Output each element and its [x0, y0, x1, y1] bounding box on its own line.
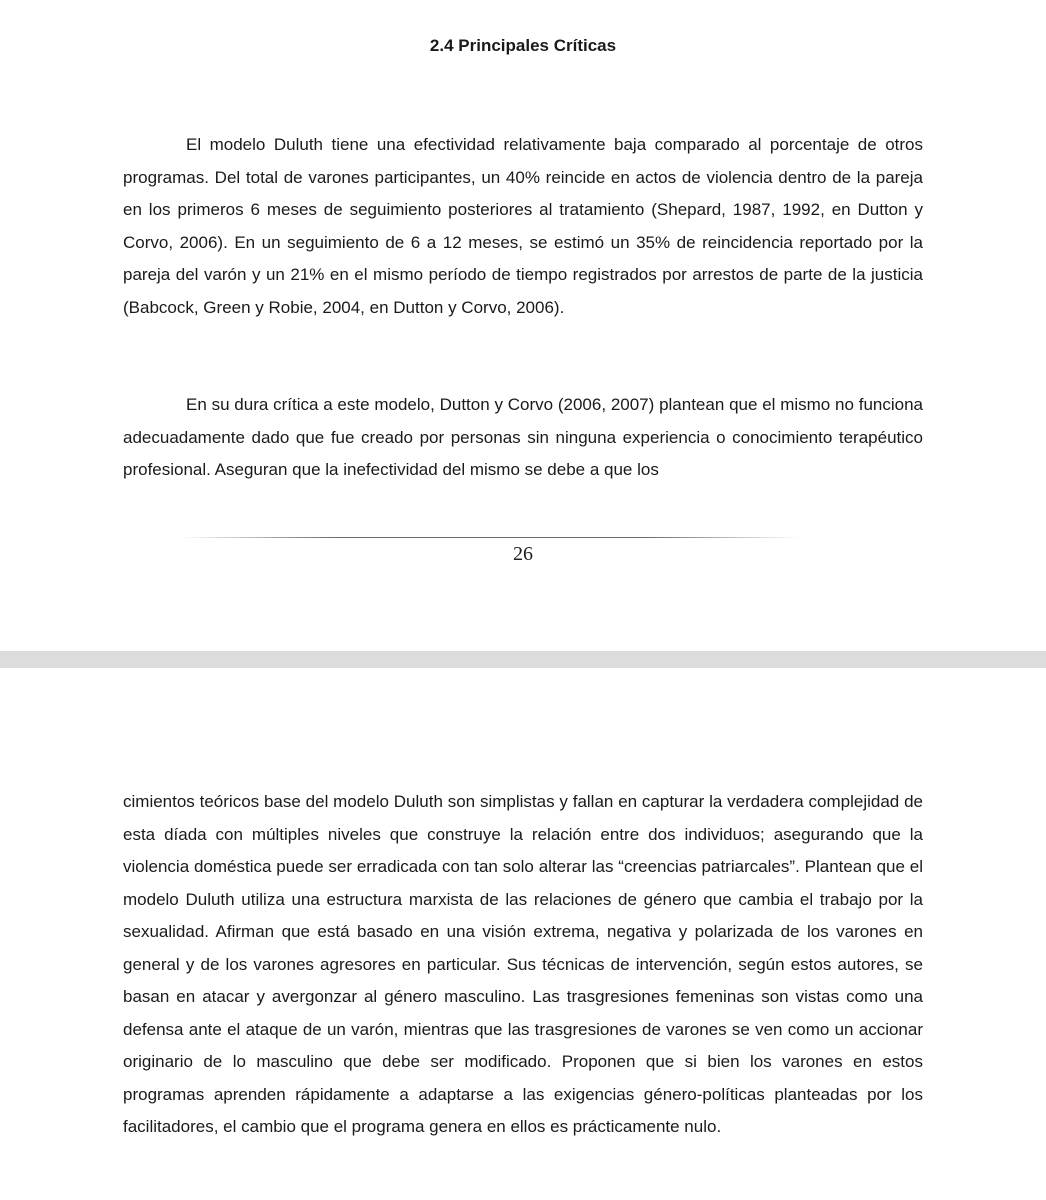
paragraph-continuation: cimientos teóricos base del modelo Duluth son simplistas y fallan en capturar la verdadera complejidad de esta díada con múltiples niveles que construye la relación entre dos individuos; asegurando que la violencia doméstica puede ser erradicada con tan solo alterar las “creencias patriarcales”. Plantean que el modelo Duluth utiliza una estructura marxista de las relaciones de género que cambia el trabajo por la sexualidad. Afirman que está basado en una visión extrema, negativa y polarizada de los varones en general y de los varones agresores en particular. Sus técnicas de intervención, según estos autores, se basan en atacar y avergonzar al género masculino. Las trasgresiones femeninas son vistas como una defensa ante el ataque de un varón, mientras que las trasgresiones de varones se ven como un accionar originario de lo masculino que debe ser modificado. Proponen que si bien los varones en estos programas aprenden rápidamente a adaptarse a las exigencias género-políticas planteadas por los facilitadores, el cambio que el programa genera en ellos es prácticamente nulo. [123, 792, 923, 1136]
page-number: 26 [513, 543, 533, 565]
section-title: 2.4 Principales Críticas [429, 36, 617, 55]
footer-divider [180, 537, 800, 538]
paragraph-effectiveness: El modelo Duluth tiene una efectividad relativamente baja comparado al porcentaje de otros programas. Del total de varones participantes, un 40% reincide en actos de violencia dentro de la pareja en los primeros 6 meses de seguimiento posteriores al tratamiento (Shepard, 1987, 1992, en Dutton y Corvo, 2006). En un seguimiento de 6 a 12 meses, se estimó un 35% de reincidencia reportado por la pareja del varón y un 21% en el mismo período de tiempo registrados por arrestos de parte de la justicia (Babcock, Green y Robie, 2004, en Dutton y Corvo, 2006). [123, 135, 923, 317]
page-separator [0, 651, 1046, 668]
paragraph-critique: En su dura crítica a este modelo, Dutton y Corvo (2006, 2007) plantean que el mismo no funciona adecuadamente dado que fue creado por personas sin ninguna experiencia o conocimiento terapéutico profesional. Aseguran que la inefectividad del mismo se debe a que los [123, 395, 923, 479]
document-page-27 [0, 668, 1046, 1200]
